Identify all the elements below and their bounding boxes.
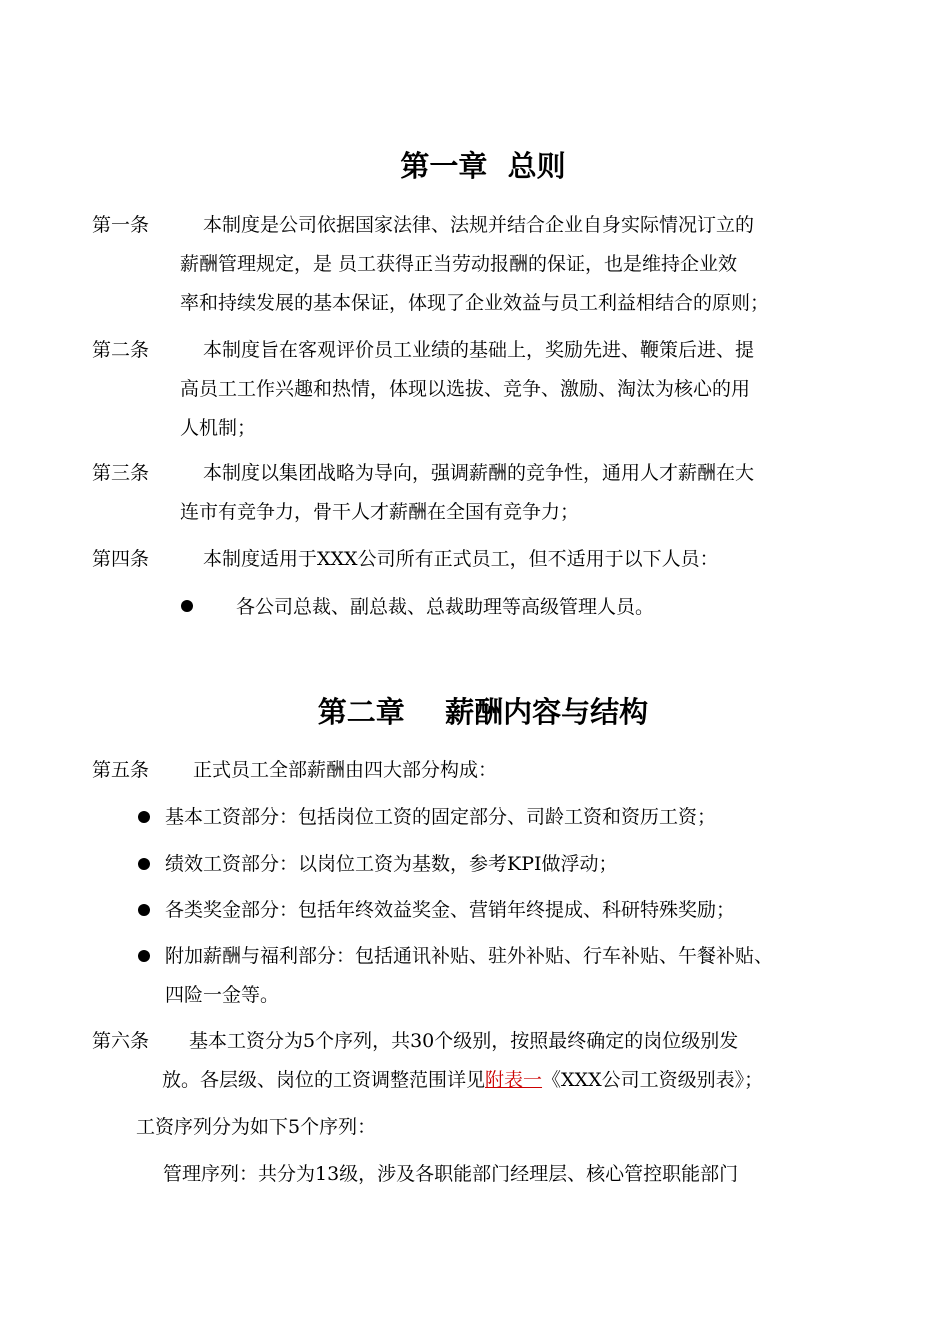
management-sequence-line: 管理序列：共分为13级，涉及各职能部门经理层、核心管控职能部门 — [163, 1163, 739, 1185]
exclusion-bullet-text: 各公司总裁、副总裁、总裁助理等高级管理人员。 — [236, 596, 655, 618]
bullet-dot-icon — [138, 950, 150, 962]
article6-line1: 基本工资分为5个序列，共30个级别，按照最终确定的岗位级别发 — [189, 1030, 739, 1052]
article2-line2: 高员工工作兴趣和热情，体现以选拔、竞争、激励、淘汰为核心的用 — [180, 378, 751, 400]
article5-bullet1: 基本工资部分：包括岗位工资的固定部分、司龄工资和资历工资； — [165, 806, 717, 828]
article5-bullet3: 各类奖金部分：包括年终效益奖金、营销年终提成、科研特殊奖励； — [165, 899, 736, 921]
article1-label: 第一条 — [92, 214, 150, 236]
article6-label: 第六条 — [92, 1030, 150, 1052]
appendix-one-link[interactable]: 附表一 — [485, 1069, 543, 1091]
article1-line2: 薪酬管理规定，是 员工获得正当劳动报酬的保证，也是维持企业效 — [180, 253, 738, 275]
article4-label: 第四条 — [92, 548, 150, 570]
article3-line2: 连市有竞争力，骨干人才薪酬在全国有竞争力； — [180, 501, 580, 523]
sequence-intro: 工资序列分为如下5个序列： — [136, 1116, 377, 1138]
article6-line2-before: 放。各层级、岗位的工资调整范围详见 — [162, 1069, 486, 1091]
article5-bullet4: 附加薪酬与福利部分：包括通讯补贴、驻外补贴、行车补贴、午餐补贴、 — [165, 945, 774, 967]
article3-line1: 本制度以集团战略为导向，强调薪酬的竞争性，通用人才薪酬在大 — [203, 462, 755, 484]
article5-label: 第五条 — [92, 759, 150, 781]
bullet-dot-icon — [181, 600, 193, 612]
article2-label: 第二条 — [92, 339, 150, 361]
bullet-dot-icon — [138, 858, 150, 870]
chapter2-title: 第二章 薪酬内容与结构 — [317, 695, 649, 729]
article6-line2 — [162, 1067, 763, 1093]
article5-text: 正式员工全部薪酬由四大部分构成： — [193, 759, 498, 781]
chapter1-title: 第一章 总则 — [400, 149, 566, 183]
bullet-dot-icon — [138, 904, 150, 916]
bullet-dot-icon — [138, 811, 150, 823]
article4-line1: 本制度适用于XXX公司所有正式员工，但不适用于以下人员： — [203, 548, 719, 570]
article2-line3: 人机制； — [180, 417, 257, 439]
article1-line3: 率和持续发展的基本保证，体现了企业效益与员工利益相结合的原则； — [180, 292, 770, 314]
article5-bullet4-continuation: 四险一金等。 — [165, 984, 280, 1006]
article5-bullet2: 绩效工资部分：以岗位工资为基数，参考KPI做浮动； — [165, 853, 618, 875]
article1-line1: 本制度是公司依据国家法律、法规并结合企业自身实际情况订立的 — [203, 214, 755, 236]
article6-line2-after: 《XXX公司工资级别表》； — [542, 1069, 764, 1091]
article2-line1: 本制度旨在客观评价员工业绩的基础上，奖励先进、鞭策后进、提 — [203, 339, 755, 361]
article3-label: 第三条 — [92, 462, 150, 484]
